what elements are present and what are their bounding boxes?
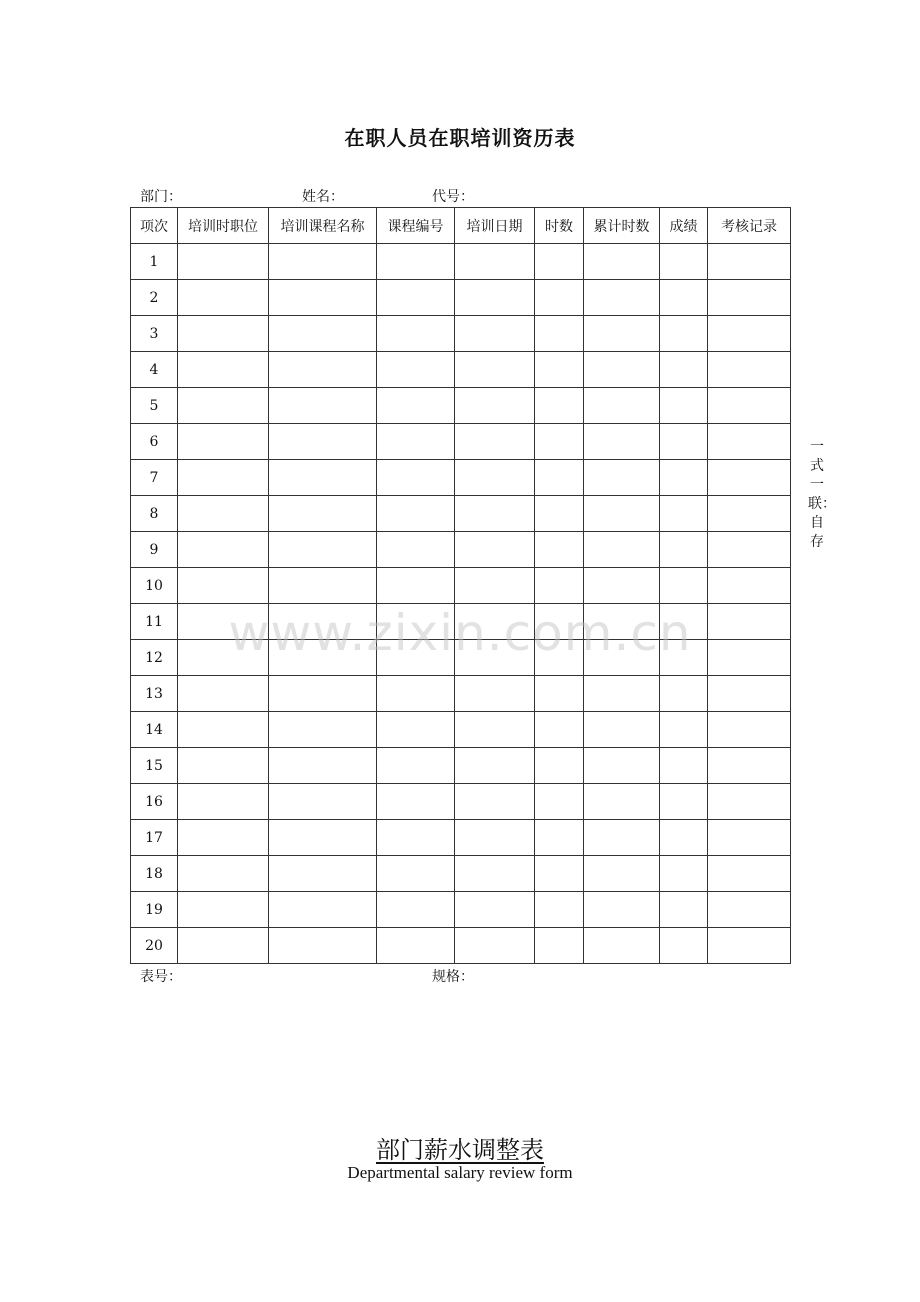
entry-cell[interactable]	[535, 712, 584, 748]
spec-label: 规格：	[432, 969, 474, 985]
entry-cell[interactable]	[269, 928, 377, 964]
entry-cell[interactable]	[660, 856, 708, 892]
entry-cell[interactable]	[269, 496, 377, 532]
row-number-cell: 7	[131, 460, 178, 496]
entry-cell[interactable]	[584, 892, 660, 928]
entry-cell[interactable]	[708, 856, 791, 892]
entry-cell[interactable]	[455, 928, 535, 964]
table-body	[131, 244, 791, 964]
entry-cell[interactable]	[455, 748, 535, 784]
row-number-cell: 12	[131, 640, 178, 676]
entry-cell[interactable]	[584, 820, 660, 856]
entry-cell[interactable]	[269, 316, 377, 352]
header-training-date: 培训日期	[455, 208, 535, 244]
entry-cell[interactable]	[660, 928, 708, 964]
entry-cell[interactable]	[377, 640, 455, 676]
row-number-cell: 6	[131, 424, 178, 460]
entry-cell[interactable]	[455, 352, 535, 388]
form-footer	[0, 966, 920, 986]
entry-cell[interactable]	[377, 856, 455, 892]
entry-cell[interactable]	[377, 532, 455, 568]
entry-cell[interactable]	[660, 532, 708, 568]
entry-cell[interactable]	[178, 280, 269, 316]
entry-cell[interactable]	[535, 532, 584, 568]
row-number-cell: 20	[131, 928, 178, 964]
table-row	[131, 820, 791, 856]
watermark-text: www.zixin.com.cn	[228, 604, 692, 662]
entry-cell[interactable]	[178, 316, 269, 352]
entry-cell[interactable]	[660, 244, 708, 280]
entry-cell[interactable]	[269, 352, 377, 388]
table-row	[131, 712, 791, 748]
row-number-cell: 10	[131, 568, 178, 604]
entry-cell[interactable]	[377, 388, 455, 424]
entry-cell[interactable]	[708, 748, 791, 784]
entry-cell[interactable]	[660, 784, 708, 820]
entry-cell[interactable]	[535, 280, 584, 316]
form-number-label: 表号：	[140, 969, 182, 985]
second-form-title-text: 部门薪水调整表	[376, 1136, 544, 1164]
entry-cell[interactable]	[535, 352, 584, 388]
entry-cell[interactable]	[708, 640, 791, 676]
entry-cell[interactable]	[535, 460, 584, 496]
entry-cell[interactable]	[708, 532, 791, 568]
table-row	[131, 748, 791, 784]
entry-cell[interactable]	[269, 856, 377, 892]
entry-cell[interactable]	[708, 892, 791, 928]
entry-cell[interactable]	[535, 604, 584, 640]
entry-cell[interactable]	[708, 928, 791, 964]
entry-cell[interactable]	[178, 892, 269, 928]
entry-cell[interactable]	[377, 244, 455, 280]
entry-cell[interactable]	[377, 424, 455, 460]
entry-cell[interactable]	[584, 568, 660, 604]
entry-cell[interactable]	[584, 928, 660, 964]
entry-cell[interactable]	[455, 280, 535, 316]
entry-cell[interactable]	[708, 712, 791, 748]
entry-cell[interactable]	[708, 676, 791, 712]
table-row	[131, 784, 791, 820]
entry-cell[interactable]	[455, 496, 535, 532]
row-number-cell: 5	[131, 388, 178, 424]
entry-cell[interactable]	[178, 856, 269, 892]
entry-cell[interactable]	[584, 352, 660, 388]
entry-cell[interactable]	[178, 928, 269, 964]
table-row	[131, 640, 791, 676]
name-label: 姓名：	[302, 189, 344, 205]
entry-cell[interactable]	[708, 316, 791, 352]
entry-cell[interactable]	[377, 892, 455, 928]
entry-cell[interactable]	[377, 460, 455, 496]
entry-cell[interactable]	[178, 496, 269, 532]
table-row	[131, 532, 791, 568]
entry-cell[interactable]	[455, 856, 535, 892]
entry-cell[interactable]	[269, 388, 377, 424]
entry-cell[interactable]	[377, 676, 455, 712]
entry-cell[interactable]	[455, 568, 535, 604]
entry-cell[interactable]	[584, 532, 660, 568]
header-item-no: 项次	[131, 208, 178, 244]
entry-cell[interactable]	[708, 568, 791, 604]
entry-cell[interactable]	[584, 496, 660, 532]
table-row	[131, 424, 791, 460]
entry-cell[interactable]	[708, 244, 791, 280]
entry-cell[interactable]	[269, 568, 377, 604]
entry-cell[interactable]	[178, 244, 269, 280]
code-label: 代号：	[432, 189, 474, 205]
entry-cell[interactable]	[269, 532, 377, 568]
row-number-cell: 13	[131, 676, 178, 712]
entry-cell[interactable]	[377, 352, 455, 388]
entry-cell[interactable]	[269, 892, 377, 928]
entry-cell[interactable]	[660, 352, 708, 388]
department-label: 部门：	[140, 189, 182, 205]
table-row	[131, 892, 791, 928]
row-number-cell: 16	[131, 784, 178, 820]
entry-cell[interactable]	[269, 676, 377, 712]
entry-cell[interactable]	[708, 604, 791, 640]
entry-cell[interactable]	[708, 388, 791, 424]
entry-cell[interactable]	[455, 820, 535, 856]
entry-cell[interactable]	[535, 856, 584, 892]
table-row	[131, 856, 791, 892]
entry-cell[interactable]	[269, 748, 377, 784]
entry-cell[interactable]	[660, 568, 708, 604]
entry-cell[interactable]	[455, 676, 535, 712]
entry-cell[interactable]	[660, 316, 708, 352]
header-position: 培训时职位	[178, 208, 269, 244]
entry-cell[interactable]	[660, 892, 708, 928]
table-row	[131, 316, 791, 352]
entry-cell[interactable]	[584, 316, 660, 352]
entry-cell[interactable]	[178, 820, 269, 856]
entry-cell[interactable]	[377, 604, 455, 640]
entry-cell[interactable]	[178, 568, 269, 604]
header-course-name: 培训课程名称	[269, 208, 377, 244]
header-course-code: 课程编号	[377, 208, 455, 244]
entry-cell[interactable]	[269, 424, 377, 460]
entry-cell[interactable]	[377, 280, 455, 316]
entry-cell[interactable]	[178, 784, 269, 820]
entry-cell[interactable]	[584, 460, 660, 496]
row-number-cell: 8	[131, 496, 178, 532]
entry-cell[interactable]	[377, 568, 455, 604]
entry-cell[interactable]	[455, 532, 535, 568]
entry-cell[interactable]	[178, 604, 269, 640]
entry-cell[interactable]	[455, 316, 535, 352]
table-row	[131, 388, 791, 424]
form-info-row	[0, 186, 920, 206]
table-row	[131, 460, 791, 496]
entry-cell[interactable]	[584, 604, 660, 640]
entry-cell[interactable]	[455, 784, 535, 820]
entry-cell[interactable]	[535, 388, 584, 424]
entry-cell[interactable]	[269, 604, 377, 640]
row-number-cell: 9	[131, 532, 178, 568]
second-form-title	[0, 1130, 920, 1165]
header-assessment: 考核记录	[708, 208, 791, 244]
entry-cell[interactable]	[584, 280, 660, 316]
table-header-row	[131, 208, 791, 244]
entry-cell[interactable]	[535, 244, 584, 280]
entry-cell[interactable]	[660, 748, 708, 784]
entry-cell[interactable]	[178, 532, 269, 568]
entry-cell[interactable]	[708, 784, 791, 820]
entry-cell[interactable]	[708, 424, 791, 460]
entry-cell[interactable]	[269, 280, 377, 316]
entry-cell[interactable]	[535, 640, 584, 676]
entry-cell[interactable]	[178, 640, 269, 676]
entry-cell[interactable]	[377, 316, 455, 352]
entry-cell[interactable]	[178, 352, 269, 388]
entry-cell[interactable]	[377, 784, 455, 820]
entry-cell[interactable]	[269, 820, 377, 856]
row-number-cell: 2	[131, 280, 178, 316]
entry-cell[interactable]	[584, 244, 660, 280]
entry-cell[interactable]	[455, 244, 535, 280]
entry-cell[interactable]	[584, 784, 660, 820]
entry-cell[interactable]	[584, 676, 660, 712]
entry-cell[interactable]	[708, 280, 791, 316]
entry-cell[interactable]	[535, 676, 584, 712]
entry-cell[interactable]	[584, 640, 660, 676]
entry-cell[interactable]	[535, 892, 584, 928]
entry-cell[interactable]	[535, 748, 584, 784]
entry-cell[interactable]	[377, 928, 455, 964]
training-record-table	[130, 207, 791, 964]
second-form-subtitle: Departmental salary review form	[347, 1163, 573, 1182]
entry-cell[interactable]	[660, 604, 708, 640]
entry-cell[interactable]	[178, 388, 269, 424]
entry-cell[interactable]	[535, 424, 584, 460]
table-row	[131, 244, 791, 280]
entry-cell[interactable]	[377, 820, 455, 856]
header-score: 成绩	[660, 208, 708, 244]
entry-cell[interactable]	[269, 460, 377, 496]
copy-note: 一式一联：自存	[808, 439, 836, 550]
entry-cell[interactable]	[584, 712, 660, 748]
entry-cell[interactable]	[660, 424, 708, 460]
entry-cell[interactable]	[584, 856, 660, 892]
table-row	[131, 496, 791, 532]
entry-cell[interactable]	[178, 712, 269, 748]
row-number-cell: 18	[131, 856, 178, 892]
row-number-cell: 4	[131, 352, 178, 388]
row-number-cell: 19	[131, 892, 178, 928]
table-row	[131, 928, 791, 964]
entry-cell[interactable]	[269, 784, 377, 820]
entry-cell[interactable]	[269, 712, 377, 748]
entry-cell[interactable]	[455, 424, 535, 460]
entry-cell[interactable]	[455, 604, 535, 640]
entry-cell[interactable]	[660, 820, 708, 856]
entry-cell[interactable]	[660, 280, 708, 316]
entry-cell[interactable]	[708, 820, 791, 856]
row-number-cell: 15	[131, 748, 178, 784]
entry-cell[interactable]	[584, 388, 660, 424]
entry-cell[interactable]	[535, 928, 584, 964]
entry-cell[interactable]	[708, 460, 791, 496]
header-total-hours: 累计时数	[584, 208, 660, 244]
row-number-cell: 1	[131, 244, 178, 280]
entry-cell[interactable]	[535, 496, 584, 532]
row-number-cell: 3	[131, 316, 178, 352]
entry-cell[interactable]	[269, 244, 377, 280]
entry-cell[interactable]	[455, 388, 535, 424]
table-row	[131, 568, 791, 604]
entry-cell[interactable]	[178, 748, 269, 784]
entry-cell[interactable]	[660, 496, 708, 532]
entry-cell[interactable]	[660, 460, 708, 496]
entry-cell[interactable]	[269, 640, 377, 676]
entry-cell[interactable]	[455, 460, 535, 496]
entry-cell[interactable]	[178, 424, 269, 460]
table-row	[131, 676, 791, 712]
entry-cell[interactable]	[708, 496, 791, 532]
entry-cell[interactable]	[535, 568, 584, 604]
entry-cell[interactable]	[455, 892, 535, 928]
entry-cell[interactable]	[535, 820, 584, 856]
entry-cell[interactable]	[377, 712, 455, 748]
table-row	[131, 604, 791, 640]
table-row	[131, 352, 791, 388]
table-row	[131, 280, 791, 316]
entry-cell[interactable]	[178, 460, 269, 496]
entry-cell[interactable]	[660, 640, 708, 676]
entry-cell[interactable]	[660, 388, 708, 424]
entry-cell[interactable]	[377, 496, 455, 532]
entry-cell[interactable]	[660, 676, 708, 712]
entry-cell[interactable]	[584, 748, 660, 784]
row-number-cell: 11	[131, 604, 178, 640]
entry-cell[interactable]	[455, 712, 535, 748]
entry-cell[interactable]	[377, 748, 455, 784]
entry-cell[interactable]	[178, 676, 269, 712]
entry-cell[interactable]	[708, 352, 791, 388]
form-title: 在职人员在职培训资历表	[344, 126, 576, 150]
entry-cell[interactable]	[455, 640, 535, 676]
entry-cell[interactable]	[584, 424, 660, 460]
row-number-cell: 14	[131, 712, 178, 748]
entry-cell[interactable]	[535, 316, 584, 352]
entry-cell[interactable]	[535, 784, 584, 820]
entry-cell[interactable]	[660, 712, 708, 748]
header-hours: 时数	[535, 208, 584, 244]
row-number-cell: 17	[131, 820, 178, 856]
